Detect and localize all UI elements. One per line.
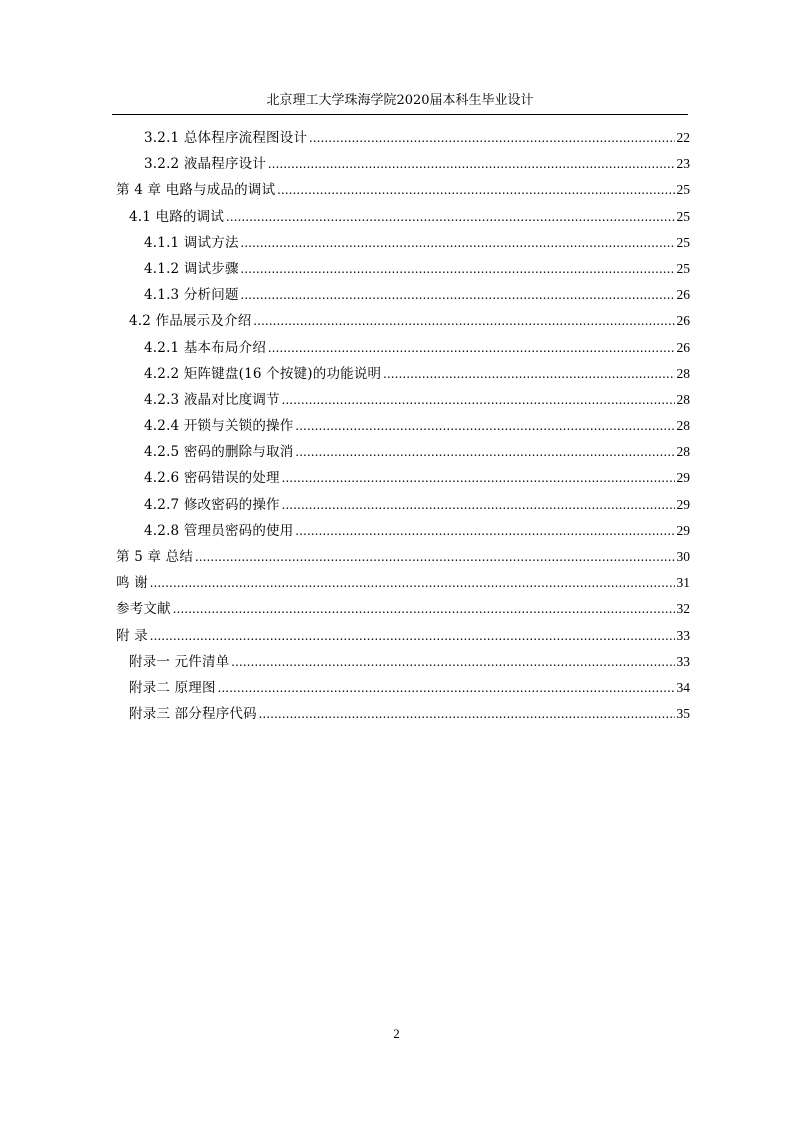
toc-entry-label: 4.1 电路的调试 xyxy=(129,208,225,225)
toc-entry-page: 26 xyxy=(676,313,690,329)
toc-entry[interactable] xyxy=(116,701,690,727)
toc-dot-leader xyxy=(282,387,675,413)
toc-dot-leader xyxy=(309,125,674,151)
toc-entry[interactable] xyxy=(116,151,690,177)
toc-dot-leader xyxy=(150,623,675,649)
toc-entry-page: 26 xyxy=(676,339,690,355)
toc-entry-page: 32 xyxy=(676,601,690,617)
toc-entry-page: 28 xyxy=(676,418,690,434)
toc-entry-page: 35 xyxy=(676,706,690,722)
toc-dot-leader xyxy=(195,544,674,570)
toc-entry[interactable] xyxy=(116,387,690,413)
toc-dot-leader xyxy=(259,701,675,727)
toc-entry-page: 25 xyxy=(676,260,690,276)
toc-dot-leader xyxy=(295,439,674,465)
toc-dot-leader xyxy=(241,230,675,256)
toc-dot-leader xyxy=(268,151,674,177)
toc-entry-page: 25 xyxy=(676,234,690,250)
toc-entry-label: 附 录 xyxy=(116,627,148,644)
toc-entry[interactable] xyxy=(116,256,690,282)
toc-entry[interactable] xyxy=(116,518,690,544)
toc-entry-label: 4.2.3 液晶对比度调节 xyxy=(144,391,280,408)
toc-entry-label: 3.2.1 总体程序流程图设计 xyxy=(144,130,308,146)
toc-entry-page: 34 xyxy=(676,679,690,695)
toc-entry[interactable] xyxy=(116,465,690,491)
toc-entry-label: 鸣 谢 xyxy=(116,575,148,592)
toc-entry-label: 第 5 章 总结 xyxy=(116,549,194,565)
header-rule xyxy=(112,114,688,115)
table-of-contents xyxy=(116,125,690,727)
toc-entry-page: 26 xyxy=(676,287,690,303)
toc-entry-page: 25 xyxy=(676,208,690,224)
toc-dot-leader xyxy=(268,335,674,361)
toc-dot-leader xyxy=(241,256,675,282)
toc-entry-label: 4.1.2 调试步骤 xyxy=(144,260,239,277)
toc-entry-page: 25 xyxy=(676,182,690,198)
toc-entry[interactable] xyxy=(116,675,690,701)
toc-entry-page: 28 xyxy=(676,444,690,460)
toc-entry-label: 3.2.2 液晶程序设计 xyxy=(144,156,267,173)
toc-entry-label: 4.2.8 管理员密码的使用 xyxy=(144,522,294,539)
toc-entry[interactable] xyxy=(116,335,690,361)
toc-entry[interactable] xyxy=(116,308,690,334)
toc-dot-leader xyxy=(253,308,674,334)
page-number: 2 xyxy=(393,1026,400,1041)
toc-entry[interactable] xyxy=(116,177,690,203)
toc-entry-label: 4.2.5 密码的删除与取消 xyxy=(144,444,294,461)
toc-entry-label: 4.2.4 开锁与关锁的操作 xyxy=(144,418,294,435)
toc-entry-label: 4.2.1 基本布局介绍 xyxy=(144,339,267,356)
toc-entry-label: 附录三 部分程序代码 xyxy=(129,706,257,723)
toc-dot-leader xyxy=(218,675,675,701)
toc-dot-leader xyxy=(282,465,675,491)
toc-entry-page: 23 xyxy=(676,156,690,172)
toc-entry[interactable] xyxy=(116,439,690,465)
toc-entry-label: 4.1.1 调试方法 xyxy=(144,234,239,251)
toc-entry-page: 31 xyxy=(676,575,690,591)
toc-entry-label: 4.1.3 分析问题 xyxy=(144,287,239,304)
toc-dot-leader xyxy=(295,518,674,544)
toc-dot-leader xyxy=(241,282,675,308)
toc-entry-page: 28 xyxy=(676,365,690,381)
toc-entry[interactable] xyxy=(116,413,690,439)
toc-entry[interactable] xyxy=(116,125,690,151)
toc-entry[interactable] xyxy=(116,623,690,649)
toc-entry-label: 4.2.2 矩阵键盘(16 个按键)的功能说明 xyxy=(144,365,382,382)
toc-entry[interactable] xyxy=(116,230,690,256)
toc-entry-page: 30 xyxy=(676,549,690,564)
toc-dot-leader xyxy=(295,413,674,439)
toc-entry-label: 附录一 元件清单 xyxy=(129,653,230,670)
toc-entry-page: 33 xyxy=(676,627,690,643)
toc-dot-leader xyxy=(231,649,674,675)
toc-entry[interactable] xyxy=(116,361,690,387)
toc-entry-label: 附录二 原理图 xyxy=(129,679,216,696)
toc-entry-label: 第 4 章 电路与成品的调试 xyxy=(116,182,276,199)
toc-dot-leader xyxy=(226,204,674,230)
toc-entry[interactable] xyxy=(116,649,690,675)
toc-entry-label: 4.2.7 修改密码的操作 xyxy=(144,496,280,513)
toc-entry[interactable] xyxy=(116,596,690,622)
toc-entry[interactable] xyxy=(116,570,690,596)
toc-entry-page: 22 xyxy=(676,130,690,145)
toc-entry-page: 29 xyxy=(676,496,690,512)
toc-dot-leader xyxy=(150,570,675,596)
toc-entry-label: 4.2 作品展示及介绍 xyxy=(129,313,252,330)
running-header: 北京理工大学珠海学院2020届本科生毕业设计 xyxy=(266,93,534,108)
toc-entry[interactable] xyxy=(116,282,690,308)
toc-entry-label: 4.2.6 密码错误的处理 xyxy=(144,470,280,487)
toc-entry-page: 28 xyxy=(676,391,690,407)
toc-dot-leader xyxy=(282,492,675,518)
toc-dot-leader xyxy=(173,596,675,622)
toc-entry-page: 29 xyxy=(676,522,690,538)
toc-entry[interactable] xyxy=(116,204,690,230)
toc-entry-page: 29 xyxy=(676,470,690,486)
toc-entry-page: 33 xyxy=(676,653,690,669)
toc-dot-leader xyxy=(277,177,674,203)
toc-entry[interactable] xyxy=(116,492,690,518)
toc-entry-label: 参考文献 xyxy=(116,601,171,618)
toc-dot-leader xyxy=(383,361,674,387)
toc-entry[interactable] xyxy=(116,544,690,570)
